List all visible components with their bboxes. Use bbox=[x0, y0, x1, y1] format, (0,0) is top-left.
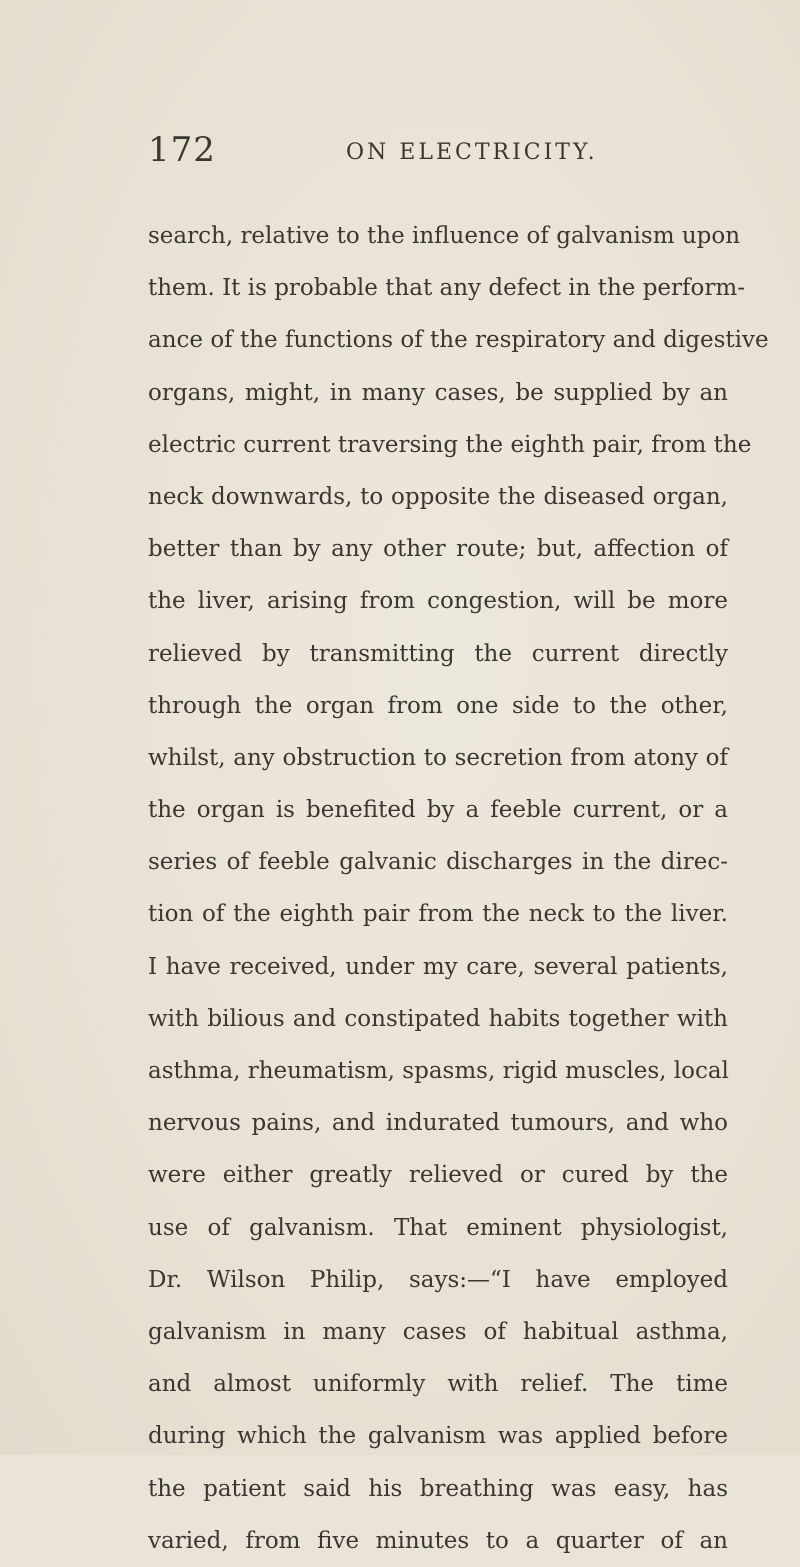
text-line: use of galvanism. That eminent physiologist, bbox=[148, 1214, 728, 1241]
text-line: relieved by transmitting the current directly bbox=[148, 640, 728, 667]
text-line: I have received, under my care, several patients, bbox=[148, 953, 728, 980]
text-line: whilst, any obstruction to secretion from atony of bbox=[148, 744, 728, 771]
page-header bbox=[148, 130, 748, 190]
text-line: the liver, arising from congestion, will be more bbox=[148, 588, 728, 615]
text-line: asthma, rheumatism, spasms, rigid muscles, local bbox=[148, 1058, 729, 1084]
text-line: through the organ from one side to the other, bbox=[148, 692, 728, 719]
running-head: ON ELECTRICITY. bbox=[346, 140, 598, 165]
text-line: the organ is benefited by a feeble current, or a bbox=[148, 797, 728, 824]
text-line: Dr. Wilson Philip, says:—“I have employed bbox=[148, 1266, 728, 1293]
body-text bbox=[148, 210, 769, 1567]
text-line: ance of the functions of the respiratory and digestive bbox=[148, 327, 769, 354]
text-line: electric current traversing the eighth pair, from the bbox=[148, 431, 752, 458]
text-line: tion of the eighth pair from the neck to the liver. bbox=[148, 901, 728, 928]
text-line: them. It is probable that any defect in the perform- bbox=[148, 275, 745, 302]
text-line: and almost uniformly with relief. The time bbox=[148, 1371, 728, 1398]
text-line: organs, might, in many cases, be supplied by an bbox=[148, 379, 728, 406]
text-line: with bilious and constipated habits together with bbox=[148, 1005, 728, 1032]
page-number: 172 bbox=[148, 130, 216, 170]
text-line: search, relative to the influence of galvanism upon bbox=[148, 223, 741, 249]
text-line: the patient said his breathing was easy, has bbox=[148, 1475, 728, 1502]
text-line: were either greatly relieved or cured by the bbox=[148, 1162, 728, 1189]
text-line: varied, from five minutes to a quarter of an bbox=[148, 1527, 728, 1554]
text-line: nervous pains, and indurated tumours, and who bbox=[148, 1110, 728, 1137]
text-line: series of feeble galvanic discharges in the direc- bbox=[148, 849, 728, 876]
text-line: neck downwards, to opposite the diseased organ, bbox=[148, 483, 728, 510]
text-line: during which the galvanism was applied before bbox=[148, 1423, 728, 1450]
text-line: galvanism in many cases of habitual asthma, bbox=[148, 1318, 728, 1345]
text-line: better than by any other route; but, affection of bbox=[148, 536, 728, 563]
